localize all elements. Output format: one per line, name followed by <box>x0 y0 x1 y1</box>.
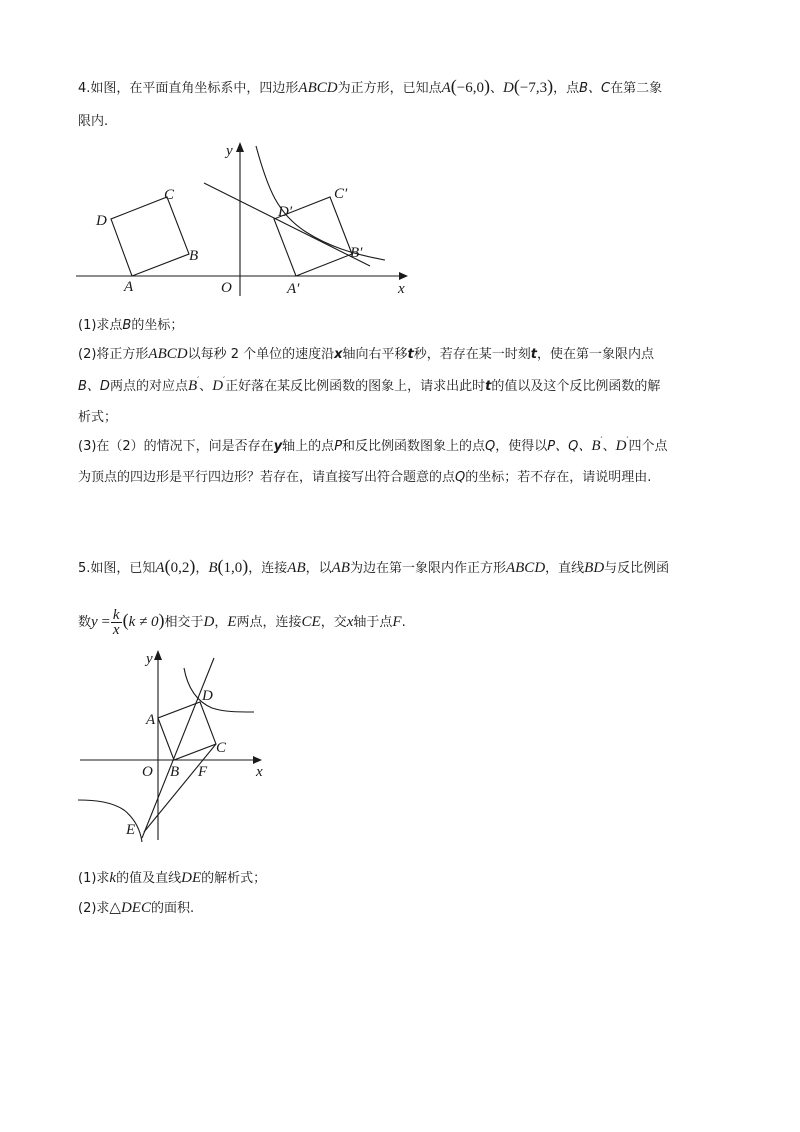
q5-label-x: x <box>256 764 263 780</box>
q4-part-3-line-2: 为顶点的四边形是平行四边形？若存在，请直接写出符合题意的点Q的坐标；若不存在，请说明理由. <box>78 470 652 485</box>
q4-label-b2: B′ <box>350 245 363 261</box>
q5-label-e: E <box>126 822 136 838</box>
q4-part-2-line-3: 析式； <box>78 410 118 425</box>
q4-figure <box>70 136 420 300</box>
q4-label-y: y <box>226 143 233 159</box>
q4-part-2-line-2: B、D两点的对应点B′、D′正好落在某反比例函数的图象上，请求出此时t的值以及这个反比例函数的解 <box>78 376 661 394</box>
q5-line-1: 5.如图，已知A(0,2)，B(1,0)，连接AB，以AB为边在第一象限内作正方形ABCD，直线BD与反比例函 <box>78 556 670 576</box>
q5-label-c: C <box>216 740 227 756</box>
q4-label-a: A <box>124 279 134 295</box>
q4-part-3-line-1: (3)在（2）的情况下，问是否存在y轴上的点P和反比例函数图象上的点Q，使得以P、Q、B′、D′四个点 <box>78 436 668 454</box>
q5-figure <box>70 644 280 848</box>
q5-label-b: B <box>170 764 180 780</box>
q5-square-abcd <box>158 702 216 760</box>
q4-hyperbola <box>256 146 385 260</box>
q5-fraction: $\frac{k}{x}$ <box>112 607 120 638</box>
q5-label-f: F <box>198 764 208 780</box>
q4-part-2-line-1: (2)将正方形ABCD以每秒 2 个单位的速度沿x轴向右平移t秒，若存在某一时刻t，使在第一象限内点 <box>78 346 655 362</box>
q5-part-1: (1)求k的值及直线DE的解析式； <box>78 870 267 886</box>
q4-label-b: B <box>189 248 199 264</box>
q4-label-c: C <box>164 187 175 203</box>
q4-number: 4. <box>78 81 91 96</box>
q5-line-2: 数y = $\frac{k}{x}$ (k ≠ 0)相交于D，E两点，连接CE，交x轴于点F. <box>78 607 406 638</box>
q5-label-y: y <box>146 651 153 667</box>
q4-label-o: O <box>221 280 232 296</box>
q5-label-a: A <box>146 712 156 728</box>
q5-number: 5. <box>78 561 91 576</box>
q4-label-a2: A′ <box>287 281 300 297</box>
q4-line-2: 限内. <box>78 114 109 129</box>
q4-square-abcd <box>111 197 189 276</box>
q4-label-d: D <box>96 213 107 229</box>
q4-line-1: 4.如图，在平面直角坐标系中，四边形ABCD为正方形，已知点A(−6,0)、D(−7,3)，点B、C在第二象 <box>78 76 663 96</box>
q4-label-x: x <box>398 281 405 297</box>
q5-label-d: D <box>202 688 213 704</box>
q5-part-2: (2)求△DEC的面积. <box>78 900 195 916</box>
q4-part-1: (1)求点B的坐标； <box>78 318 184 333</box>
q4-label-c2: C′ <box>334 186 348 202</box>
q5-line-bd <box>142 658 214 838</box>
q5-label-o: O <box>142 764 153 780</box>
q4-label-d2: D′ <box>278 204 293 220</box>
